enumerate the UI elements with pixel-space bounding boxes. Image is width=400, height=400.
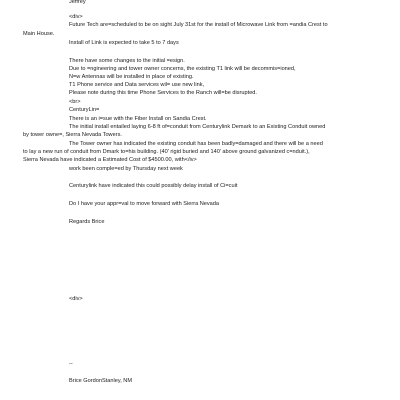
paragraph-line: N=w Antennas will be installed in place of existing. — [69, 74, 194, 80]
paragraph-line: Do I have your appr=val to move forward with Sierra Nevada — [69, 201, 220, 207]
paragraph-line: Due to =ngineering and tower owner concerns, the existing T1 link will be decommis=ioned, — [69, 66, 296, 72]
paragraph-line: T1 Phone service and Data services wil= use new link, — [69, 82, 205, 88]
paragraph-line: Main House. — [23, 31, 55, 37]
signature-name: Brice GordonStanley, NM — [69, 378, 133, 384]
section-label: CenturyLin= — [69, 107, 100, 113]
paragraph-line: The Tower owner has indicated the existing conduit has been badly=damaged and there will be a need — [69, 141, 323, 147]
paragraph-line: Install of Link is expected to take 5 to 7 days — [69, 40, 179, 46]
paragraph-line: There have some changes to the initial =esign. — [69, 58, 185, 64]
open-div-tag: <div> — [69, 14, 83, 20]
paragraph-line: work been comple=ed by Thursday next week — [69, 166, 183, 172]
close-div-tag: <div> — [69, 296, 83, 302]
paragraph-line: The initial install entailed laying 6-8 ft of=conduit from Centurylink Demark to an Existing Conduit owned — [69, 124, 326, 130]
paragraph-line: There is an i=sue with the Fiber Install on Sandia Crest. — [69, 116, 207, 122]
br-tag: <br> — [69, 99, 81, 105]
paragraph-line: Please note during this time Phone Services to the Ranch will=be disrupted. — [69, 90, 257, 96]
paragraph-line: by tower owne=, Sierra Nevada Towers. — [23, 132, 122, 138]
paragraph-line: Future Tech are=scheduled to be on sight July 31st for the install of Microwave Link from =andia Crest to — [69, 22, 328, 28]
signature-separator: -- — [69, 361, 73, 367]
paragraph-line: Centurylink have indicated this could possibly delay install of Ci=cuit — [69, 183, 238, 189]
greeting: Jeffrey — [69, 0, 86, 5]
paragraph-line: Sierra Nevada have indicated a Estimated Cost of $4500.00, with</iv> — [23, 157, 197, 163]
paragraph-line: to lay a new run of conduit from Dmark to=his building. (40' rigid buried and 140' above ground galvanized c=nduit.), — [23, 149, 310, 155]
signoff: Regards Brice — [69, 219, 105, 225]
